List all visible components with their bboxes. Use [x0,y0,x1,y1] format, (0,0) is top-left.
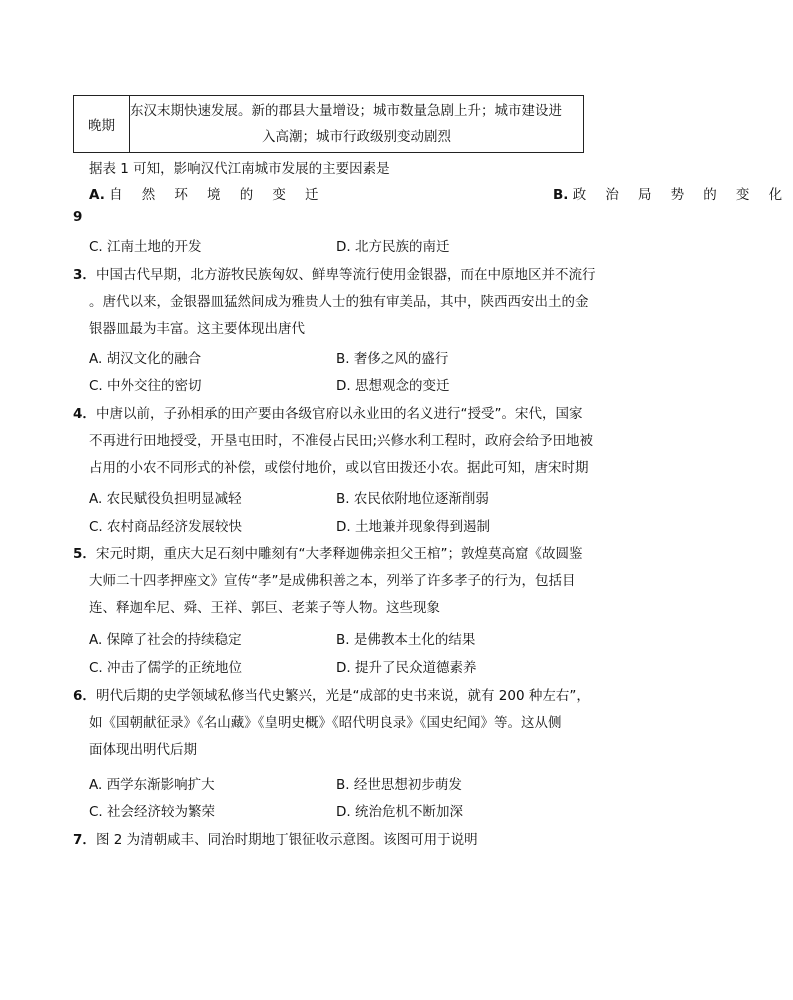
q3-option-c: C. 中外交往的密切 [89,378,202,394]
description-cell [130,96,584,153]
q5-line-1: 宋元时期，重庆大足石刻中雕刻有“大孝释迦佛亲担父王棺”；敦煌莫高窟《故圆鉴 [96,546,583,562]
q2-option-b [553,183,790,203]
q5-number: 5． [73,546,96,562]
q3-option-d: D. 思想观念的变迁 [336,378,450,394]
q5-option-b: B. 是佛教本土化的结果 [336,632,476,648]
q4-line-3: 占用的小农不同形式的补偿，或偿付地价，或以官田拨还小农。据此可知，唐宋时期 [89,460,589,476]
q6-line-3: 面体现出明代后期 [89,742,197,758]
q4-option-a: A. 农民赋役负担明显减轻 [89,491,242,507]
q4-option-d: D. 土地兼并现象得到遏制 [336,519,490,535]
q3-number: 3． [73,267,96,283]
q5-option-a: A. 保障了社会的持续稳定 [89,632,242,648]
q2-option-d: D. 北方民族的南迁 [336,239,450,255]
description-line-2: 入高潮；城市行政级别变动剧烈 [262,129,451,145]
q5-option-d: D. 提升了民众道德素养 [336,660,477,676]
q3-option-b: B. 奢侈之风的盛行 [336,351,449,367]
q3-option-a: A. 胡汉文化的融合 [89,351,202,367]
q6-number: 6． [73,688,96,704]
q6-line-2: 如《国朝献征录》《名山藏》《皇明史概》《昭代明良录》《国史纪闻》等。这从侧 [89,715,562,731]
description-line-1: 东汉末期快速发展。新的郡县大量增设；城市数量急剧上升；城市建设进 [130,103,562,119]
q4-option-b: B. 农民依附地位逐渐削弱 [336,491,489,507]
q2-option-b-label: B. [553,187,569,203]
q5-line-2: 大师二十四孝押座文》宣传“孝”是成佛积善之本，列举了许多孝子的行为，包括目 [89,573,576,589]
q4-line-2: 不再进行田地授受，开垦屯田时，不准侵占民田;兴修水利工程时，政府会给予田地被 [89,433,594,449]
q3-line-2: 。唐代以来，金银器皿猛然间成为雅贵人士的独有审美品，其中，陕西西安出土的金 [89,294,589,310]
table-row [74,96,584,153]
q6-option-c: C. 社会经济较为繁荣 [89,804,216,820]
q7-number: 7． [73,832,96,848]
q4-number: 4． [73,406,96,422]
q6-line-1: 明代后期的史学领域私修当代史繁兴，光是“成部的史书来说，就有 200 种左右”， [96,688,590,704]
q5-line-3: 连、释迦牟尼、舜、王祥、郭巨、老莱子等人物。这些现象 [89,600,440,616]
q4-line-1: 中唐以前，子孙相承的田产要由各级官府以永业田的名义进行“授受”。宋代，国家 [96,406,583,422]
q2-option-a-text: 自 然 环 境 的 变 迁 [109,187,326,203]
q6-option-a: A. 西学东渐影响扩大 [89,777,215,793]
q6-option-d: D. 统治危机不断加深 [336,804,463,820]
q3-line-3: 银器皿最为丰富。这主要体现出唐代 [89,321,305,337]
period-cell: 晚期 [74,96,130,153]
q6-option-b: B. 经世思想初步萌发 [336,777,462,793]
table-1-fragment [73,95,584,153]
q5-option-c: C. 冲击了儒学的正统地位 [89,660,243,676]
q2-option-b-text: 政 治 局 势 的 变 化 [572,187,790,203]
q2-option-a [89,183,326,203]
q7-line-1: 图 2 为清朝咸丰、同治时期地丁银征收示意图。该图可用于说明 [96,832,478,848]
q2-stray-number: 9 [73,209,83,225]
q2-stem: 据表 1 可知，影响汉代江南城市发展的主要因素是 [89,161,390,177]
q2-option-c: C. 江南土地的开发 [89,239,202,255]
q3-line-1: 中国古代早期，北方游牧民族匈奴、鲜卑等流行使用金银器，而在中原地区并不流行 [96,267,596,283]
q4-option-c: C. 农村商品经济发展较快 [89,519,243,535]
q2-option-a-label: A. [89,187,105,203]
